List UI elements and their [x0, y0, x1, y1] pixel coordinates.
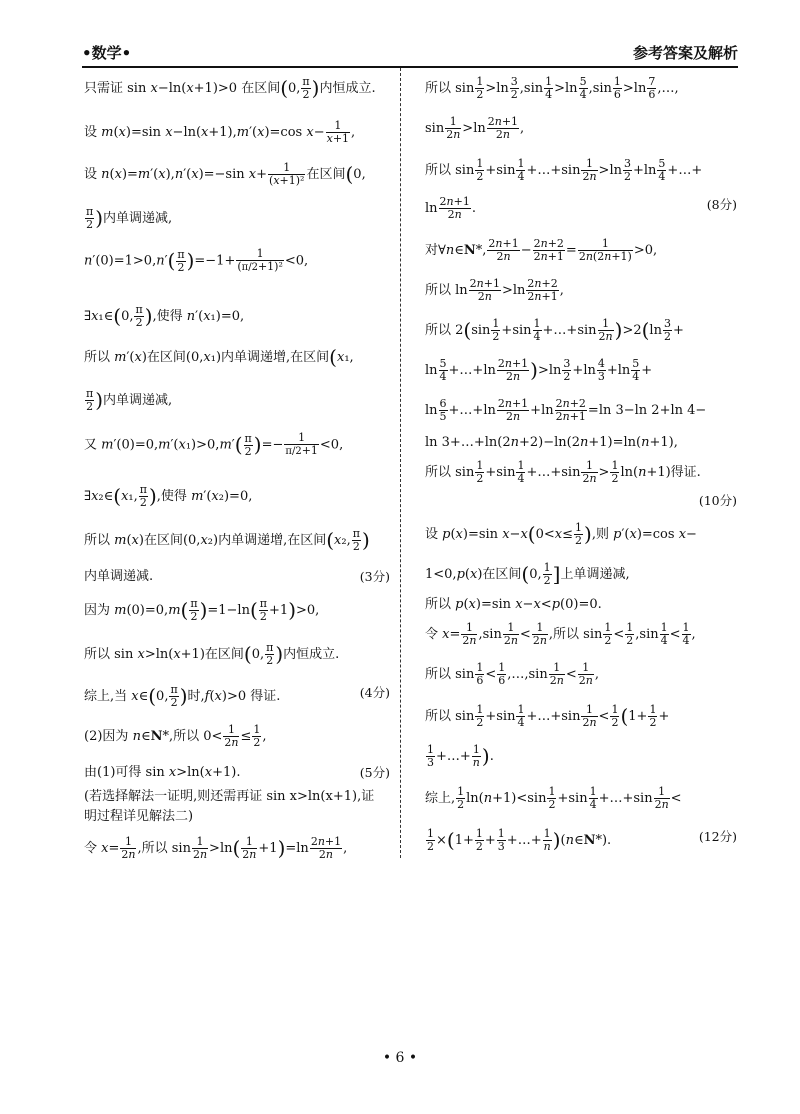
text-line: $\frac{1}{2}$ ×(1+ $\frac{1}{2}$ + $\frac{1}{3}$ +…+ $\frac{1}{n}$ )(n∈N*). (12分)	[427, 827, 737, 853]
text-line: (2)因为 n∈N*,所以 0< $\frac{1}{2n}$ ≤ $\frac{1}{2}$ ,	[84, 723, 267, 749]
text-line: 令 x= $\frac{1}{2n}$ ,所以 sin $\frac{1}{2n}$ >ln( $\frac{1}{2n}$ +1)=ln $\frac{2n+1}{2n}$ ,	[84, 835, 348, 861]
text-line: 明过程详见解法二)	[84, 809, 194, 824]
text-line: 所以 sin $\frac{1}{2}$ >ln $\frac{3}{2}$ ,sin $\frac{1}{4}$ >ln $\frac{5}{4}$ ,sin $\frac{1}{6}$ >ln $\frac{7}{6}$ ,…,	[425, 75, 679, 101]
page-number: • 6 •	[382, 1050, 418, 1066]
text-line: ln 3+…+ln(2n+2)−ln(2n+1)=ln(n+1),	[425, 435, 678, 450]
score-label: (10分)	[698, 493, 737, 508]
page-header	[82, 40, 738, 68]
text-line: 对∀n∈N*, $\frac{2n+1}{2n}$ − $\frac{2n+2}{2n+1}$ = $\frac{1}{2n(2n+1)}$ >0,	[425, 237, 658, 263]
text-line: 综上, $\frac{1}{2}$ ln(n+1)<sin $\frac{1}{2}$ +sin $\frac{1}{4}$ +…+sin $\frac{1}{2n}$ <	[425, 785, 682, 811]
text-line: 所以 ln $\frac{2n+1}{2n}$ >ln $\frac{2n+2}{2n+1}$ ,	[425, 277, 564, 303]
text-line: 设 m(x)=sin x−ln(x+1),m′(x)=cos x− $\frac{1}{x+1}$ ,	[84, 119, 356, 145]
score-label: (8分)	[706, 197, 737, 212]
text-line: sin $\frac{1}{2n}$ >ln $\frac{2n+1}{2n}$ ,	[425, 115, 525, 141]
text-line: 所以 sin $\frac{1}{2}$ +sin $\frac{1}{4}$ +…+sin $\frac{1}{2n}$ < $\frac{1}{2}$ (1+ $\frac{1}{2}$ +	[425, 703, 670, 729]
text-line: 所以 p(x)=sin x−x<p(0)=0.	[425, 597, 602, 612]
score-label: (12分)	[698, 829, 737, 844]
text-line: 内单调递减. (3分)	[84, 569, 390, 584]
text-line: 所以 sin $\frac{1}{2}$ +sin $\frac{1}{4}$ +…+sin $\frac{1}{2n}$ >ln $\frac{3}{2}$ +ln $\frac{5}{4}$ +…+	[425, 157, 703, 183]
score-label: (5分)	[359, 765, 390, 780]
text-line: 因为 m(0)=0,m( $\frac{\pi}{2}$ )=1−ln( $\frac{\pi}{2}$ +1)>0,	[84, 597, 320, 623]
text-line: 又 m′(0)=0,m′(x₁)>0,m′( $\frac{\pi}{2}$ )=− $\frac{1}{\pi/2+1}$ <0,	[84, 431, 344, 458]
section-title: 参考答案及解析	[632, 44, 738, 62]
text-line: $\frac{1}{3}$ +…+ $\frac{1}{n}$ ).	[427, 743, 494, 769]
text-line: ∃x₂∈(x₁, $\frac{\pi}{2}$ ),使得 m′(x₂)=0,	[84, 483, 253, 509]
text-line: 所以 m′(x)在区间(0,x₁)内单调递增,在区间(x₁,	[84, 345, 354, 369]
text-line: (若选择解法一证明,则还需再证 sin x>ln(x+1),证	[84, 789, 375, 804]
text-line: 设 n(x)=m′(x),n′(x)=−sin x+ $\frac{1}{\text{(x+1)²}}$ 在区间(0,	[84, 161, 366, 187]
text-line: 令 x= $\frac{1}{2n}$ ,sin $\frac{1}{2n}$ < $\frac{1}{2n}$ ,所以 sin $\frac{1}{2}$ < $\frac{1}{2}$ ,sin $\frac{1}{4}$ < $\frac{1}{4}$ ,	[425, 621, 696, 647]
text-line: 设 p(x)=sin x−x(0<x≤ $\frac{1}{2}$ ),则 p′(x)=cos x−	[425, 521, 697, 547]
score-label: (3分)	[359, 569, 390, 584]
text-line: 由(1)可得 sin x>ln(x+1). (5分)	[84, 765, 390, 780]
text-line: ln $\frac{2n+1}{2n}$ . (8分)	[425, 195, 737, 221]
text-line: 所以 m(x)在区间(0,x₂)内单调递增,在区间(x₂, $\frac{\pi}{2}$ )	[84, 527, 370, 553]
text-line: 所以 sin $\frac{1}{6}$ < $\frac{1}{6}$ ,…,sin $\frac{1}{2n}$ < $\frac{1}{2n}$ ,	[425, 661, 599, 687]
score-label: (4分)	[359, 685, 390, 700]
subject-label: •数学•	[82, 44, 132, 62]
text-line: 1<0,p(x)在区间(0, $\frac{1}{2}$ ]上单调递减,	[425, 561, 630, 587]
text-line: 所以 sin $\frac{1}{2}$ +sin $\frac{1}{4}$ +…+sin $\frac{1}{2n}$ > $\frac{1}{2}$ ln(n+1)得证.	[425, 459, 701, 485]
text-line: 综上,当 x∈(0, $\frac{\pi}{2}$ )时,f(x)>0 得证. (4分)	[84, 683, 390, 709]
text-line: n′(0)=1>0,n′( $\frac{\pi}{2}$ )=−1+ $\frac{1}{\text{(π/2+1)²}}$ <0,	[84, 247, 309, 274]
text-line: 所以 sin x>ln(x+1)在区间(0, $\frac{\pi}{2}$ )内恒成立.	[84, 641, 340, 667]
text-line: $\frac{\pi}{2}$ )内单调递减,	[86, 205, 173, 231]
text-line: 所以 2(sin $\frac{1}{2}$ +sin $\frac{1}{4}$ +…+sin $\frac{1}{2n}$ )>2(ln $\frac{3}{2}$ +	[425, 317, 684, 343]
text-line: 只需证 sin x−ln(x+1)>0 在区间(0, $\frac{\pi}{2}$ )内恒成立.	[84, 75, 376, 101]
text-line: ln $\frac{5}{4}$ +…+ln $\frac{2n+1}{2n}$ )>ln $\frac{3}{2}$ +ln $\frac{4}{3}$ +ln $\frac{5}{4}$ +	[425, 357, 653, 383]
text-line: ln $\frac{6}{5}$ +…+ln $\frac{2n+1}{2n}$ +ln $\frac{2n+2}{2n+1}$ =ln 3−ln 2+ln 4−	[425, 397, 707, 423]
column-divider	[400, 68, 401, 858]
text-line: ∃x₁∈(0, $\frac{\pi}{2}$ ),使得 n′(x₁)=0,	[84, 303, 245, 329]
text-line: $\frac{\pi}{2}$ )内单调递减,	[86, 387, 173, 413]
